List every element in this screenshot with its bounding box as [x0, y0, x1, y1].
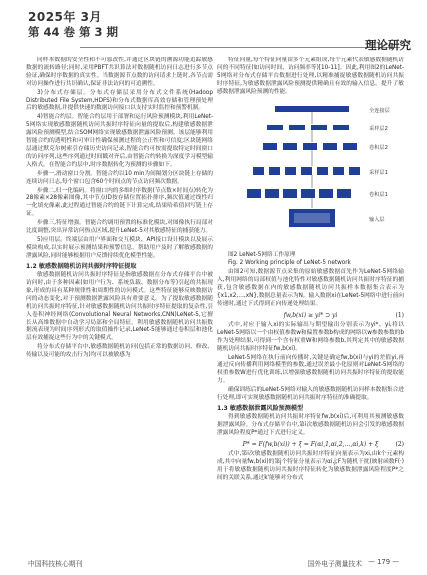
paragraph: 特征向量,每个特征向量由多个元素组成,每个元素代表敏感数据随机访问的不同特征(如访问时间、访问频率等)[10-11]。因此,利用图2的LeNet-5网络对分布式存储平台数据进行处理,以精准捕捉敏感数据随机访问共振时序特征,为敏感数据泄露风险预测提供精确且有效的输入信息。提升了敏感数据泄露风险预测的性能。 [217, 57, 404, 95]
paragraph: 5)应用层。终端层由用户界面和交互模块、API接口设计模块以及展示模块构成,以实时展示预测结果和预警信息。帮助用户及时了解敏感数据的泄露风险,同时能够根据用户反馈持续优化模型性能。 [26, 236, 213, 259]
footer-journal-core: 中国科技核心期刊 [28, 560, 83, 568]
paragraph: 敏感数据随机访问共振时序特征是指敏感数据在分布式存储平台中被访问时,由于多种因素(如用户行为、系统负载、数据分布等)引起的共振现象,形成的具有某种规律性和周期性的访问模式。这些特征能够反映数据访问的动态变化,对于预测数据泄露风险具有重要意义。为了提取敏感数据随机访问共振时序特征,针对敏感数据随机访问共振时序特征提取的复杂性,引入卷积神经网络(Convolutional Neural Networks,CNN)LeNet-5,它擅长从高维数据中自动学习局部和全局特征。利用敏感数据随机访问共振数据流表现为时间序列形式的取值操作记录,LeNet-5能够通过卷积层和池化层有效捕捉这些行为中的关键模式。 [26, 272, 213, 342]
pool2-layer [267, 125, 349, 130]
page-number: — 179 — [368, 558, 399, 566]
fc-layer [275, 106, 349, 112]
paragraph: 式中,第i次敏感数据随机访问共振时序特征向量表示为xi,由k个元素构成,其中向量fw,b(xi)的第j个特征分量表示为αi,j;F为随机干扰(映射函数F(·)用于将敏感数据随机访问共振时序特征转化为敏感数据泄露风险程度P*之间的关联关系,通过k'能够对分布式 [217, 451, 404, 481]
paragraph: 步骤三,特征增强。智能合约调用预置的标准化模块,对图像执行局部对比度调整,突出异常访问热点区域,提升LeNet-5对其敏感特征的捕获能力。 [26, 220, 213, 235]
paragraph: 同样本数据的安全性和不可篡改性,并通过区块链的溯源功能追踪敏感数据的流转路径;同时,采用PBFT共识算法对数据随机访问日志进行多节点验证,确保时序数据的真实性。当数据源节点数的访问请求上链时,各节点需对访问操作进行共识确认,保证非法访问的可追溯性。 [26, 57, 213, 87]
paragraph: 式中,对应于输入xi的实际输出与期望输出分别表示为yi*、yi,将以LeNet-5网络以一个由权值参数w和偏置参数b构成的网络以w参数参数的b作为处理结果,可得到一个含有权重W和网络参数b,其判定其中的敏感数据随机访问共振时序特征fw,b(xi)。 [217, 321, 404, 352]
issue-date: 2025年 3月 [28, 10, 102, 24]
left-column [26, 57, 213, 547]
conv2-layer [263, 143, 357, 150]
header-rule [80, 47, 400, 48]
pool2-layer-label: 采样层2 [369, 125, 388, 132]
volume-label: 第 44 卷 第 3 期 [28, 25, 119, 39]
figure-caption-cn: 图2 LeNet-5网络工作原理 [228, 251, 296, 258]
section-heading: 1.2 敏感数据随机访问共振时序特征提取 [26, 262, 137, 270]
formula-text: fw,b(xi) ≥ yi* ⊃ yi [283, 311, 338, 319]
paragraph: 由图2可知,数据源节点采集的原始敏感数据首先作为LeNet-5网络输入,利用网络的局部权值与池化特性对敏感数据随机访问共振时序特征的捕获,包含敏感数据在内的敏感数据随机访问共振样本数据集合表示为{x1,x2,…,xN},数据总量表示为N。输入数据xi在LeNet-5网络中进行前向传递时,通过下式得到正向传递处理结果。 [217, 269, 404, 307]
lenet5-figure [217, 100, 404, 250]
formula-1 [217, 311, 404, 320]
section-heading: 1.3 敏感数据泄露风险预测模型 [217, 404, 304, 412]
paragraph: 3)分布式存储层。分布式存储层采用分布式文件系统(Hadoop Distributed File System,HDFS)和分布式数据库高效存储和管理预处理后的敏感数据,并提供快速的数据访问接口以支持实时监控和预警机制。 [26, 89, 213, 112]
paragraph: 将分布式存储平台中,敏感数据随机访问(包括正常的数据访问、修改、传输以及可能的攻击行为)均可以被敏感为 [26, 344, 213, 359]
formula-text: P* = F(fw,b(xi)) + ξ = F(αi,1,αi,2,…,αi,k) + ξ [242, 441, 379, 449]
fc-layer-label: 全连接层 [369, 107, 390, 114]
paragraph: 确保训练后的LeNet-5网络对输入的敏感数据随机访问样本数据集合进行处理,即可实现敏感数据随机访问共振时序特征的准确提取。 [217, 387, 404, 402]
formula-2 [217, 440, 404, 449]
paragraph: 得到敏感数据随机访问共振时序特征fw,b(xi)后,可利用其预测敏感数据泄露风险。分布式存储平台中,第i次敏感数据随机访问会引发的敏感数据泄露风险程度P*通过下式进行定义。 [217, 414, 404, 437]
paragraph: 步骤二,归一化编码。将窗口内的多维时序数据(节点数×时间点)转化为28像素×28像素图像,其中节点ID按存储位置拓扑排序,频次值通过线性归一化填充像素,此过程通过智能合约的链下计算完成,结果哈希值回写链上存证。 [26, 187, 213, 218]
formula-number: (2) [395, 441, 404, 449]
figure-caption-en: Fig. 2 Working principle of LeNet-5 network [228, 260, 351, 267]
footer-journal-name: 国外电子测量技术 [307, 560, 362, 568]
paragraph: LeNet-5网络在执行前向传播时,关键是确定fw,b(xi)与yi的差值yi,再通过反向传播利用网络模型的参数,通过误差最小化原则对LeNet-5网络的权重参数W进行优化训练,以增强敏感数据随机访问共振时序特征的提取能力。 [217, 354, 404, 385]
input-layer-label: 输入层 [369, 216, 385, 223]
page-header [0, 0, 427, 56]
page-footer [0, 552, 427, 575]
conv1-layer-label: 卷积层1 [369, 191, 388, 198]
pool1-layer [253, 167, 360, 175]
pool1-layer-label: 采样层1 [369, 169, 388, 176]
conv2-layer-label: 卷积层2 [369, 144, 388, 151]
section-title: 理论研究 [365, 38, 411, 52]
formula-number: (1) [395, 311, 404, 319]
paragraph: 步骤一,滑动窗口分割。智能合约以10 min为间隔划分区块链上存储的连续访问日志,每个窗口包含60个时间点的节点访问频次数据。 [26, 170, 213, 185]
right-column [217, 57, 404, 547]
lenet5-diagram [217, 100, 404, 250]
conv1-layer [247, 189, 351, 198]
paragraph: 4)智能合约层。智能合约层用于部署和运行风险预测模块,利用LeNet-5网络实现敏感数据随机访问共振时序特征向量的提取后,构建敏感数据泄露风险预测模型,结合SOM网络实现敏感数据泄露风险预测。该层能够利用智能合约的透明性和可审计性确保预测过程的公正性和可信度;区块链网络层通过默克尔树索引存储历史访问记录,智能合约可按需提取特定时间窗口的访问序列,这些序列通过时间戳对齐后,由智能合约转换为深度学习模型输入格式。在智能合约层中,时序数据转化为预测的步骤如下。 [26, 114, 213, 168]
input-layer [289, 209, 335, 227]
